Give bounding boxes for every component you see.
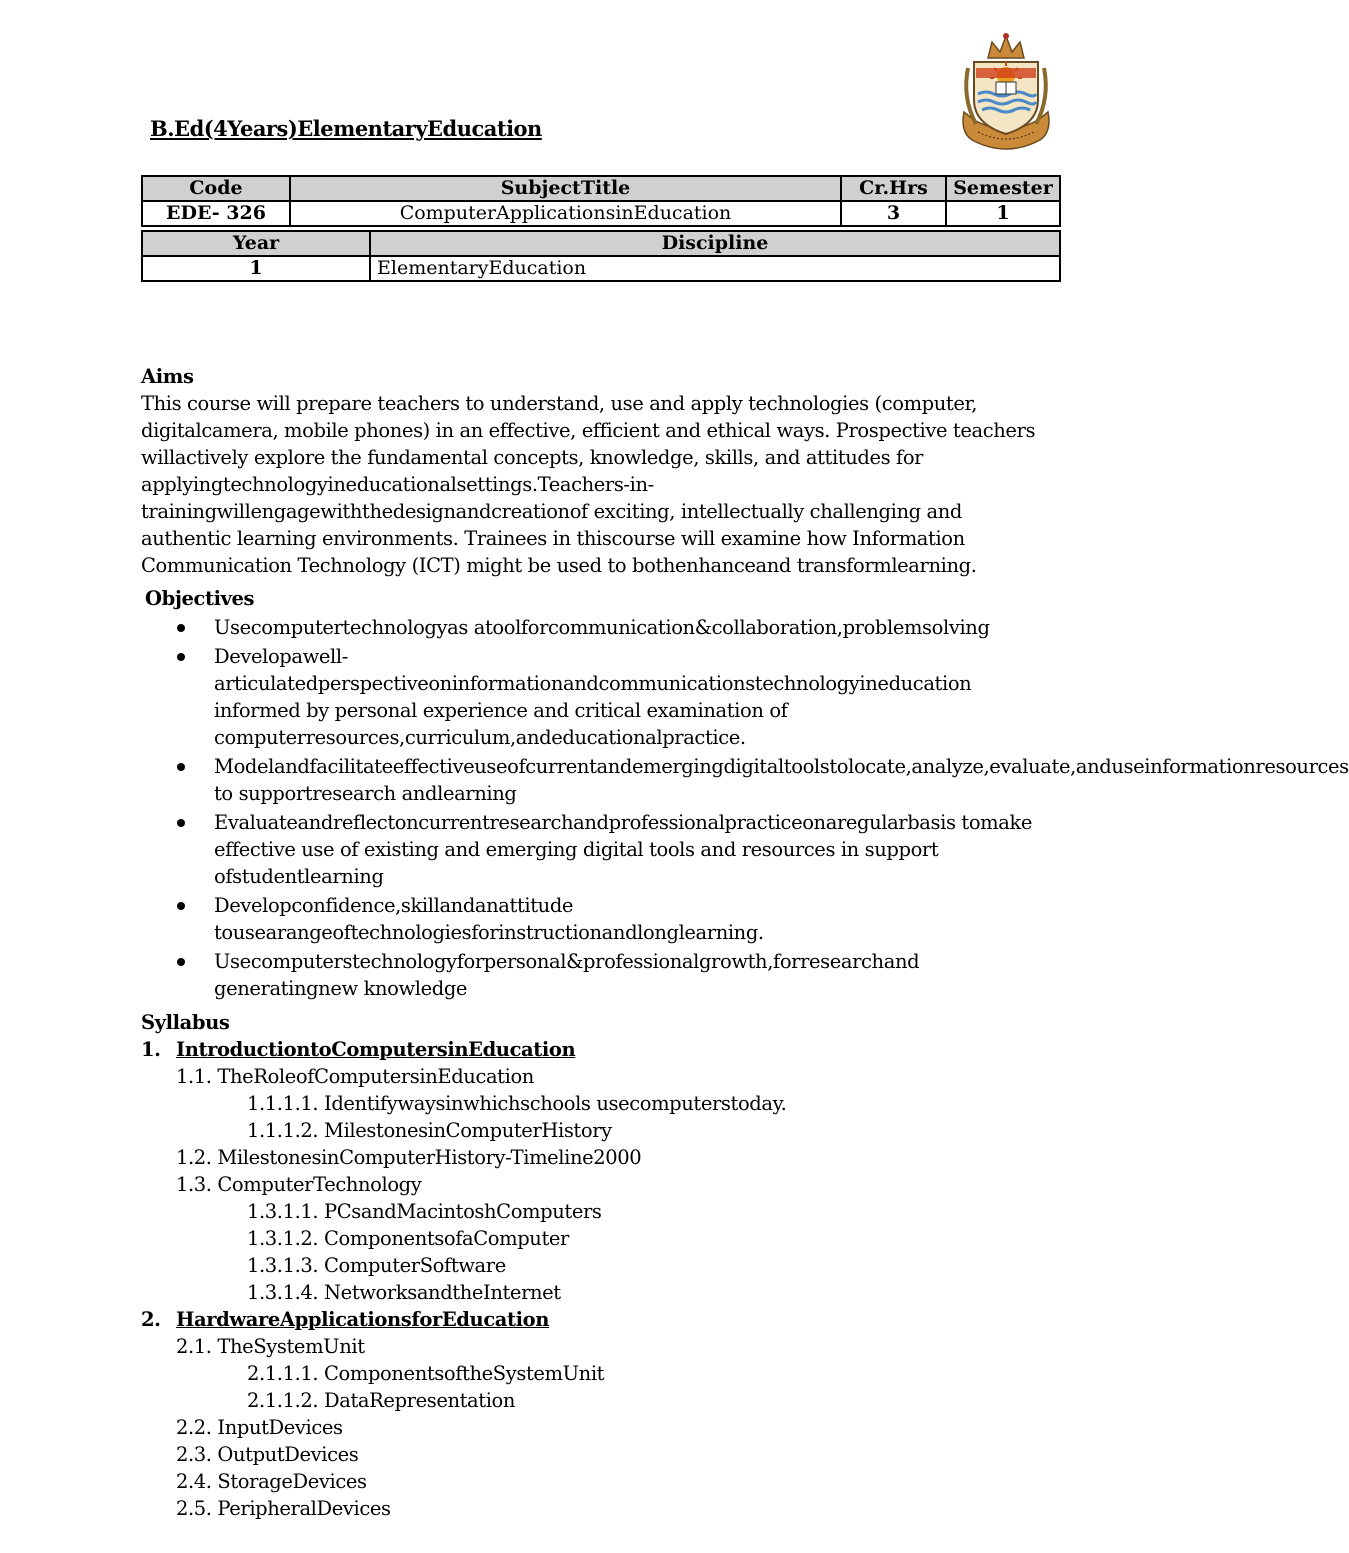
aims-paragraph: This course will prepare teachers to understand, use and apply technologies (computer, digitalcamera, mobile phones) in an effective, efficient and ethical ways. Prospective teachers willactively explore the fundamental concepts, knowledge, skills, and attitudes for applyingtechnologyineducationalsettings.Teachers-in-trainingwillengagewiththedesignandcreationof exciting, intellectually challenging and authentic learning environments. Trainees in thiscourse will examine how Information Communication Technology (ICT) might be used to bothenhanceand transformlearning. <box>141 392 1036 577</box>
syllabus-outline <box>141 1036 1056 1522</box>
syllabus-topic: 2.5. PeripheralDevices <box>176 1497 391 1520</box>
discipline-header: Discipline <box>370 231 1060 256</box>
table-header-row <box>142 231 1060 256</box>
syllabus-topic: 2.2. InputDevices <box>176 1416 343 1439</box>
discipline-value: ElementaryEducation <box>370 256 1060 281</box>
document-title: B.Ed(4Years)ElementaryEducation <box>150 116 542 141</box>
table-row <box>142 256 1060 281</box>
objectives-list <box>141 614 1349 1002</box>
objective-item <box>141 809 1056 890</box>
table-row <box>142 201 1060 226</box>
document-body <box>141 363 1349 1522</box>
unit-title: HardwareApplicationsforEducation <box>176 1308 550 1331</box>
bullet-icon <box>177 819 185 827</box>
syllabus-subtopic: 1.3.1.4. NetworksandtheInternet <box>247 1281 561 1304</box>
objective-item <box>141 753 1349 807</box>
course-discipline-table <box>141 230 1061 282</box>
year-header: Year <box>142 231 370 256</box>
subject-title-value: ComputerApplicationsinEducation <box>290 201 841 226</box>
unit-number: 2. <box>141 1308 161 1331</box>
objective-text: Developconfidence,skillandanattitude tousearangeoftechnologiesforinstructionandlonglearning. <box>214 894 764 944</box>
semester-value: 1 <box>946 201 1060 226</box>
syllabus-subtopic: 2.1.1.1. ComponentsoftheSystemUnit <box>247 1362 605 1385</box>
syllabus-subtopic: 1.3.1.2. ComponentsofaComputer <box>247 1227 569 1250</box>
syllabus-heading: Syllabus <box>141 1011 230 1034</box>
objective-item <box>141 614 1056 641</box>
table-header-row <box>142 176 1060 201</box>
objective-text: Modelandfacilitateeffectiveuseofcurrentandemergingdigitaltoolstolocate,analyze,evaluate,anduseinformationresources to supportresearch andlearning <box>214 755 1349 805</box>
aims-heading: Aims <box>141 365 194 388</box>
syllabus-unit-heading <box>141 1306 1056 1333</box>
syllabus-topic: 2.1. TheSystemUnit <box>176 1335 365 1358</box>
code-value: EDE- 326 <box>142 201 290 226</box>
year-value: 1 <box>142 256 370 281</box>
syllabus-subtopic: 1.3.1.1. PCsandMacintoshComputers <box>247 1200 602 1223</box>
objectives-heading: Objectives <box>145 587 255 610</box>
semester-header: Semester <box>946 176 1060 201</box>
cr-hrs-header: Cr.Hrs <box>841 176 946 201</box>
syllabus-topic: 2.4. StorageDevices <box>176 1470 367 1493</box>
bullet-icon <box>177 902 185 910</box>
objective-text: Usecomputertechnologyas atoolforcommunication&collaboration,problemsolving <box>214 616 990 639</box>
objective-text: Developawell-articulatedperspectiveoninformationandcommunicationstechnologyineducation informed by personal experience and critical examination of computerresources,curriculum,andeducationalpractice. <box>214 645 972 749</box>
cr-hrs-value: 3 <box>841 201 946 226</box>
unit-title: IntroductiontoComputersinEducation <box>176 1038 576 1061</box>
course-info-table <box>141 175 1061 227</box>
bullet-icon <box>177 624 185 632</box>
syllabus-topic: 2.3. OutputDevices <box>176 1443 359 1466</box>
bullet-icon <box>177 653 185 661</box>
syllabus-subtopic: 1.1.1.2. MilestonesinComputerHistory <box>247 1119 612 1142</box>
objective-item <box>141 643 1056 751</box>
syllabus-topic: 1.2. MilestonesinComputerHistory-Timeline2000 <box>176 1146 642 1169</box>
bullet-icon <box>177 763 185 771</box>
objective-text: Evaluateandreflectoncurrentresearchandprofessionalpracticeonaregularbasis tomake effective use of existing and emerging digital tools and resources in support ofstudentlearning <box>214 811 1033 888</box>
subject-title-header: SubjectTitle <box>290 176 841 201</box>
syllabus-unit-heading <box>141 1036 1056 1063</box>
syllabus-subtopic: 2.1.1.2. DataRepresentation <box>247 1389 516 1412</box>
bullet-icon <box>177 958 185 966</box>
objective-item <box>141 892 1056 946</box>
syllabus-topic: 1.1. TheRoleofComputersinEducation <box>176 1065 534 1088</box>
syllabus-subtopic: 1.1.1.1. Identifywaysinwhichschools usecomputerstoday. <box>247 1092 787 1115</box>
syllabus-topic: 1.3. ComputerTechnology <box>176 1173 422 1196</box>
university-crest-logo <box>958 28 1054 154</box>
objective-text: Usecomputerstechnologyforpersonal&professionalgrowth,forresearchand generatingnew knowledge <box>214 950 920 1000</box>
code-header: Code <box>142 176 290 201</box>
syllabus-subtopic: 1.3.1.3. ComputerSoftware <box>247 1254 506 1277</box>
unit-number: 1. <box>141 1038 161 1061</box>
objective-item <box>141 948 1056 1002</box>
